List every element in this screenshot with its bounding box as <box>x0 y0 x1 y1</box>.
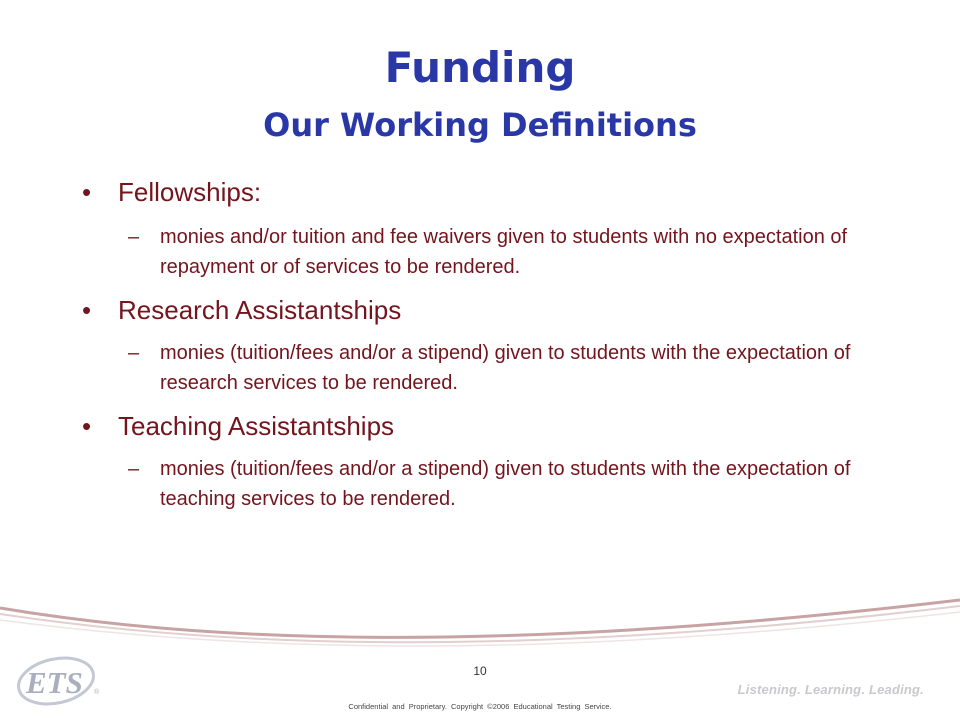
slide-subtitle: Our Working Definitions <box>263 106 697 144</box>
page-number: 10 <box>473 664 487 678</box>
slide-title: Funding <box>384 43 576 92</box>
bullet-dot: • <box>82 411 92 441</box>
sub-text: monies (tuition/fees and/or a stipend) given to students with the expectation of teaching services to be rendered. <box>160 458 851 510</box>
bullet-label: Fellowships: <box>118 177 262 207</box>
dash-marker: – <box>128 458 140 480</box>
sub-text: monies (tuition/fees and/or a stipend) given to students with the expectation of research services to be rendered. <box>160 342 851 394</box>
bullet-dot: • <box>82 177 92 207</box>
dash-marker: – <box>128 342 140 364</box>
bullet-label: Teaching Assistantships <box>118 411 395 441</box>
bullet-dot: • <box>82 295 92 325</box>
tagline: Listening. Learning. Leading. <box>737 682 924 697</box>
sub-text: monies and/or tuition and fee waivers given to students with no expectation of repayment or of services to be rendered. <box>160 226 848 278</box>
copyright-notice: Confidential and Proprietary. Copyright ©2006 Educational Testing Service. <box>348 702 612 711</box>
ets-logo-text: ETS <box>26 665 83 700</box>
decorative-swoosh <box>0 590 960 660</box>
dash-marker: – <box>128 226 140 248</box>
svg-text:®: ® <box>94 689 100 696</box>
bullet-label: Research Assistantships <box>118 295 402 325</box>
